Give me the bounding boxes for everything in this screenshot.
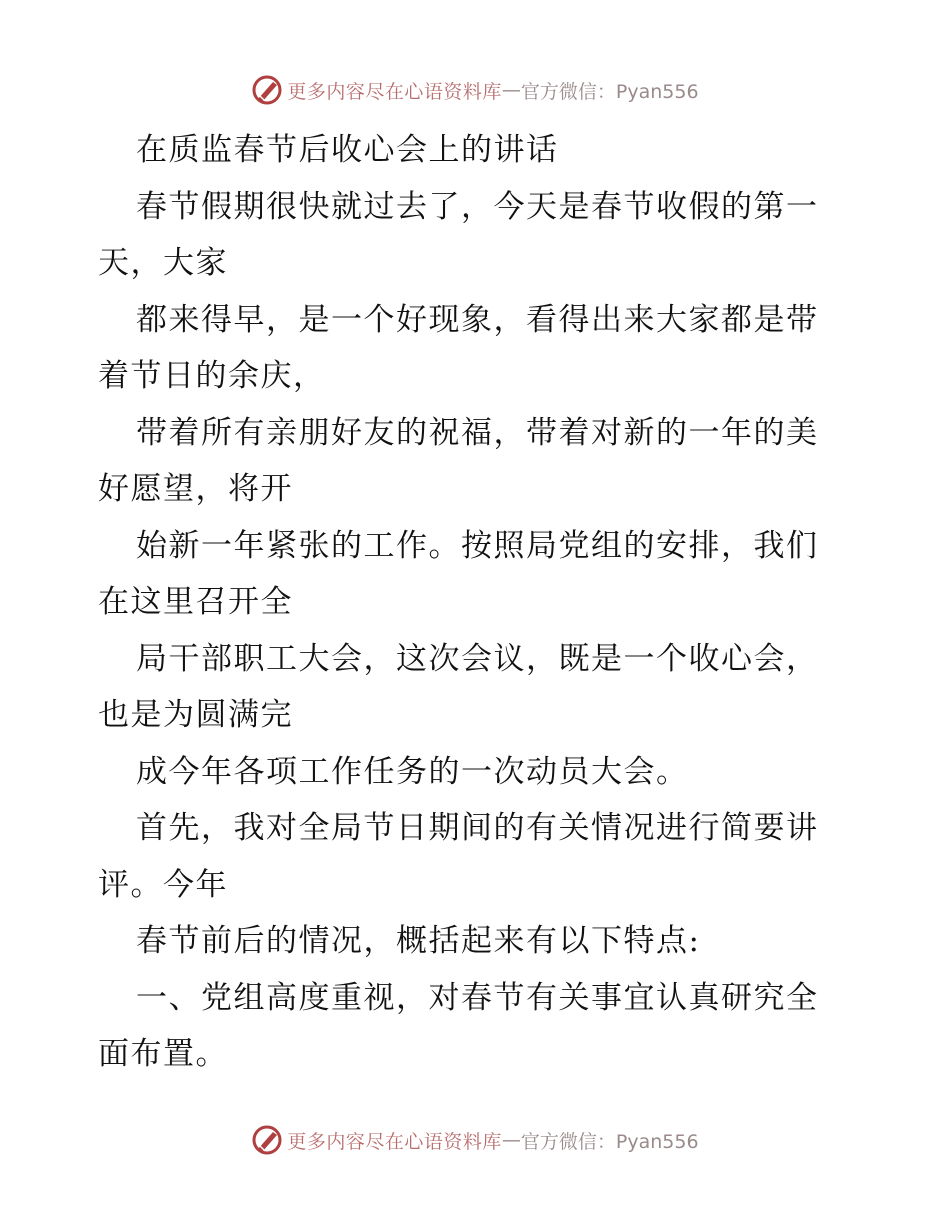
pen-logo-icon (251, 74, 283, 106)
watermark-dash: — (501, 79, 521, 101)
watermark-main-text: 更多内容尽在心语资料库 (287, 1130, 502, 1153)
watermark-main-text: 更多内容尽在心语资料库 (287, 80, 502, 103)
header-watermark (0, 70, 950, 110)
watermark-sub-text: 官方微信：Pyan556 (520, 80, 699, 103)
paragraph: 带着所有亲朋好友的祝福，带着对新的一年的美好愿望，将开 (98, 414, 819, 507)
paragraph: 春节前后的情况，概括起来有以下特点: (136, 923, 701, 959)
paragraph: 首先，我对全局节日期间的有关情况进行简要讲评。今年 (98, 810, 819, 903)
watermark-dash: — (501, 1129, 521, 1151)
paragraph: 成今年各项工作任务的一次动员大会。 (136, 753, 689, 790)
pen-logo-icon (251, 1124, 283, 1156)
paragraph: 始新一年紧张的工作。按照局党组的安排，我们在这里召开全 (98, 527, 819, 620)
document-body (98, 122, 850, 1083)
paragraph: 春节假期很快就过去了，今天是春节收假的第一天，大家 (98, 188, 819, 281)
paragraph: 都来得早，是一个好现象，看得出来大家都是带着节日的余庆， (98, 301, 819, 394)
paragraph: 局干部职工大会，这次会议，既是一个收心会，也是为圆满完 (98, 640, 819, 733)
footer-watermark (0, 1120, 950, 1160)
document-title: 在质监春节后收心会上的讲话 (136, 132, 559, 168)
watermark-sub-text: 官方微信：Pyan556 (520, 1130, 699, 1153)
paragraph: 一、党组高度重视，对春节有关事宜认真研究全面布置。 (98, 979, 819, 1072)
